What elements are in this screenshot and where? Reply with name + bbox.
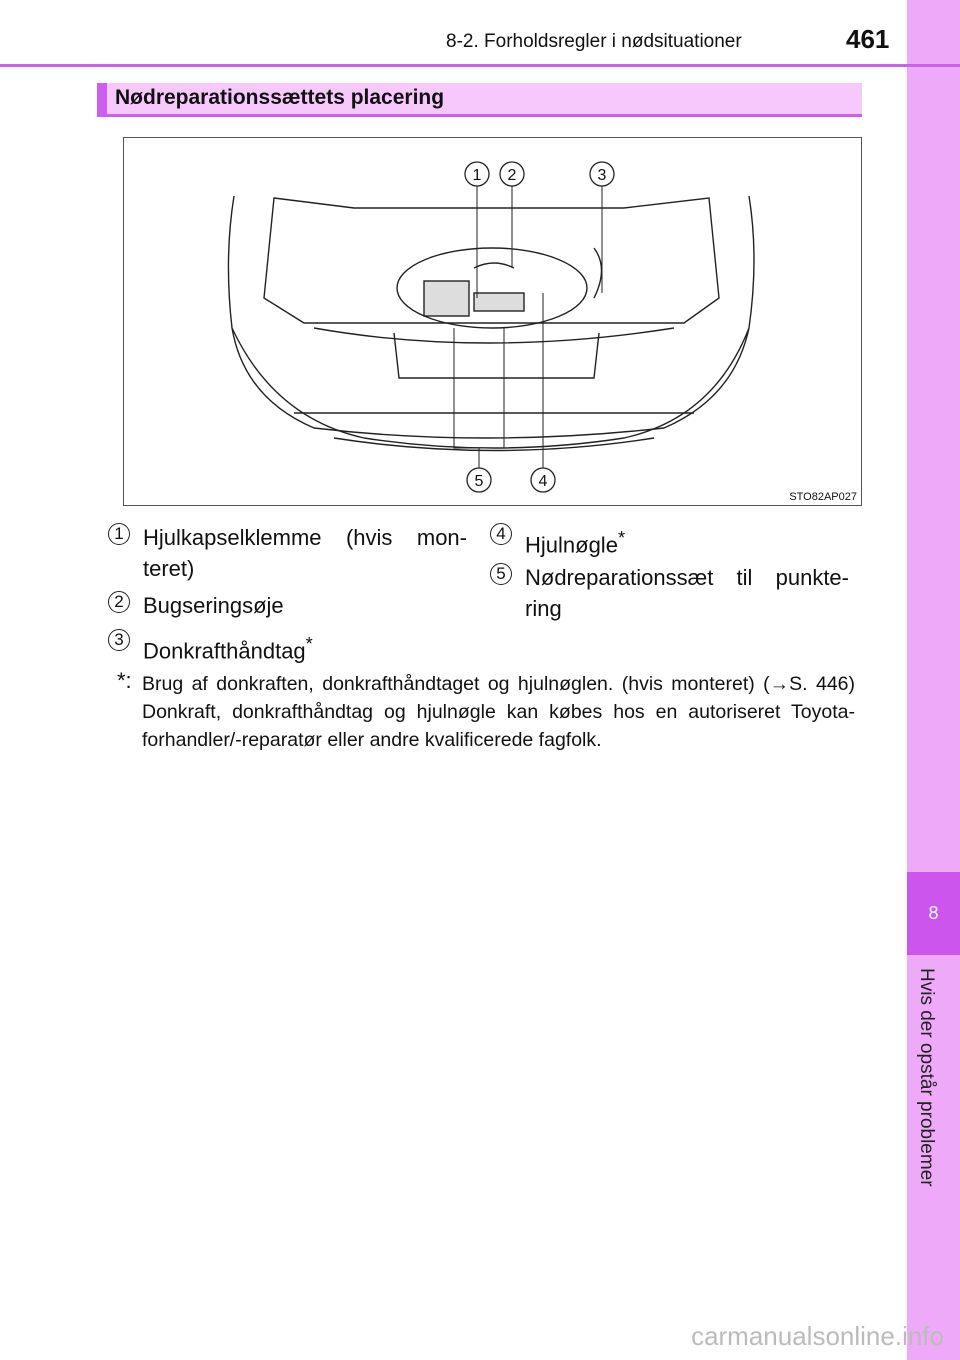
- footnote-text: Brug af donkraften, donkrafthåndtaget og hjulnøglen. (hvis monteret) (→S. 446) Donkraft, donkrafthåndtag og hjulnøgle kan købes hos en autoriseret Toyota-forhandler/-reparatør eller andre kvalificerede fagfolk.: [142, 673, 855, 751]
- item-1-label-line1: Hjulkapselklemme (hvis mon-: [143, 525, 467, 550]
- car-trunk-drawing: [124, 138, 861, 505]
- figure-code: STO82AP027: [789, 491, 857, 503]
- item-3-asterisk: *: [305, 633, 313, 654]
- chapter-label: Hvis der opstår problemer: [916, 968, 937, 1187]
- callout-1: 1: [472, 167, 482, 184]
- item-1-label-line2: teret): [143, 556, 195, 581]
- callout-3: 3: [597, 167, 607, 184]
- footnote-marker: *:: [117, 668, 132, 693]
- section-heading: [97, 83, 862, 117]
- page-number: 461: [846, 24, 890, 54]
- item-3-label: Donkrafthåndtag: [143, 638, 306, 664]
- item-3-number: 3: [108, 629, 130, 651]
- header-divider: [0, 64, 960, 67]
- chapter-tab[interactable]: [907, 872, 960, 955]
- item-4-label: Hjulnøgle: [525, 532, 618, 558]
- item-2-label: Bugseringsøje: [143, 593, 284, 618]
- figure-trunk-illustration: [123, 137, 862, 506]
- watermark: carmanualsonline.info: [691, 1321, 944, 1351]
- item-4-asterisk: *: [617, 527, 626, 548]
- callout-2: 2: [507, 167, 517, 184]
- item-5-label-line1: Nødreparationssæt til punkte-: [525, 565, 849, 590]
- callout-5: 5: [474, 473, 484, 490]
- item-1-number: 1: [108, 523, 130, 545]
- section-title: Nødreparationssættets placering: [115, 86, 445, 109]
- chapter-number: 8: [928, 903, 939, 923]
- callout-4: 4: [538, 473, 548, 490]
- item-4-number: 4: [490, 523, 512, 545]
- item-5-label-line2: ring: [525, 596, 562, 621]
- chapter-title: 8-2. Forholdsregler i nødsituationer: [446, 31, 742, 52]
- item-2-number: 2: [108, 591, 130, 613]
- item-5-number: 5: [490, 563, 512, 585]
